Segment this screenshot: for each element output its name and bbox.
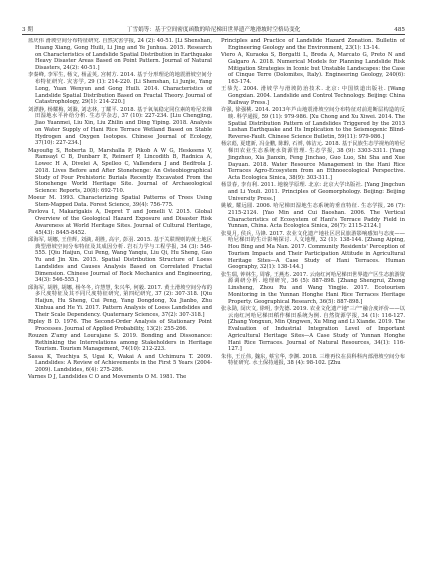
reference-entry: 许强, 徐强桃. 2014. 2013年芦山地震滑坡空间分布特征对前进断层构造的反映. 科学通报, 59 (11): 979-986. [Xu Chong and Xu Xiwei. 2014. The Spatial Distribution Pattern of Landslides Triggered by the 2013 Lushan Earthquake and Its Implication to the Seismogenic Blind-Reverse-Fault. Chinese Science Bulletin, 59(11): 979-986.] — [221, 107, 405, 140]
reference-entry: 邱海军, 胡娜, 王佳辉, 刘滴, 胡胜, 高宇, 彭羽. 2015. 基于关联规则的黄土地区典型滑坡空间分布特征及其成因分析. 岩石力学与工程学报, 34 (3): 546-555. [Qiu Haijun, Cui Peng, Wang Yanqiu, Liu Qi, Hu Sheng, Gao Yu and Jin Xin. 2015. Spatial Distribution Structure of Loess Landslides and Causes Analysis Based on Correlated Fractal Dimension. Chinese Journal of Rock Mechanics and Engineering, 34(3): 546-555.] — [28, 236, 212, 284]
references-column-left — [28, 38, 212, 558]
reference-entry: Ripley B D. 1976. The Second-Order Analysis of Stationary Point Processes. Journal of Applied Probability, 13(2): 255-266. — [28, 318, 212, 332]
reference-entry: 姚敏, 耀远圆. 2006. 哈尼梯田湿地生态系统的垂直特征. 生态学报, 26 (7): 2115-2124. [Yao Min and Cui Baoshan. 2006. The Vertical Characteristics of Ecosystem of Hani's Terrace Paddy Field in Yunnan, China. Acta Ecologica Sinica, 26(7): 2115-2124.] — [221, 203, 405, 230]
page-number: 485 — [394, 27, 405, 33]
reference-entry: 张生瑞, 钟林生, 周睿, 王燕杰. 2017. 云南红河哈尼梯田世界遗产区生态旅游资源调研分析. 地理研究, 36 (5): 887-898. [Zhang Shengrui, Zhong Linsheng, Zhou Ru and Wang Yingjie. 2017. Ecotourism Monitoring in the Yunnan Honghe Hani Rice Terraces Heritage Property. Geographical Research, 36(5): 887-898.] — [221, 271, 405, 305]
reference-entry: Rouzen Z'amy and Lourajane S. 2019. Bonding and Dissonance: Rethinking the Interrelations among Stakeholders in Heritage Tourism. Tourism Management, 74(10): 212-223. — [28, 332, 212, 353]
reference-entry: 邱海军, 胡胜, 胡娜, 杨冬冬, 许慧慧, 朱兴华, 何毅. 2017. 黄土滑坡空间分布的多尺度特征及其不同尺度特征研究, 第四纪研究, 37 (2): 307-318. [Qiu Haijun, Hu Sheng, Cui Peng, Yang Dongdong, Xu Jianbo, Zhu Xinhua and He Yi. 2017. Pattern Analysis of Loess Landslides and Their Scale Dependency. Quaternary Sciences, 37(2): 307-318.] — [28, 284, 212, 318]
reference-entry: 朱伟, 王丘伟, 魏东, 蔡宝华, 李渊. 2018. 三维再仪在县科科内部滑坡空间分布特征研究. 水土保持通报, 38 (4): 98-102. [Zhu — [221, 353, 405, 367]
reference-entry: 杨景春, 李有利. 2011. 地貌学原理. 北京: 北京大学出版社. [Yang Jingchun and Li Youli. 2011. Principles of Geomorphology. Beijing: Beijing University Press.] — [221, 182, 405, 202]
reference-entry: Sassa K, Tsuchiya S, Ugai K, Wakai A and Uchimura T. 2009. Landslides: A Review of Achievements in the First 5 Years (2004-2009). Landslides, 6(4): 275-286. — [28, 353, 212, 373]
running-header — [22, 21, 405, 33]
header-divider — [22, 34, 405, 35]
reference-entry: 刘漂静, 杨耀梅, 刘滁, 刘志林, 丁耀平. 2018. 基于氧氧稳定同位素的哈尼农梯田湿地水平补给分析. 生态学杂志, 37 (10): 227-234. [Liu Chengjing, Jiao Yuanmei, Liu Xin, Liu Zhilin and Ding Yiping. 2018. Analysis on Water Supply of Hani Rice Terrace Wetland Based on Stable Hydrogen and Oxygen Isotopes. Chinese Journal of Ecology, 37(10): 227-234.] — [28, 106, 212, 147]
reference-entry: Pavlova I, Makarigakis A, Depret T and Jomelli V. 2015. Global Overview of the Geological Hazard Exposure and Disaster Risk Awareness at World Heritage Sites. Journal of Cultural Heritage, 45(43): 8445-8452. — [28, 209, 212, 236]
reference-entry: Mayoufig S, Roberta D, Marshalla P, Pikob A W G, Heskeens V, Ramsayl C B, Dunbarr E, Reimerf P, Lincodith B, Radnica A, Lowec H A, Divelei A, Spelleo C, Vallendera J and Bedfrola J. 2018. Lives Before and After Stonehenge: An Osteobiographical Study of Four Prehistoric Burials Recently Excavated From the Stonehenge World Heritage Site. Journal of Archaeological Science: Reports, 20(8): 692-710. — [28, 147, 212, 194]
issue-label: 3 期 — [22, 27, 33, 33]
reference-entry: 张永勋, 闵庆文, 徐明, 李先德. 2019. 农业文化遗产地"三产"融合度评价——以云南红河哈尼梯田稻作梯田系统为例. 自然资源学报, 34 (1): 116-127. [Zhang Yongxun, Min Qingwen, Xu Ming and Li Xiande. 2019. The Evaluation of Industrial Integration Level of Important Agricultural Heritage Sites—A Case Study of Yunnan Honghe Hani Rice Terraces. Journal of Natural Resources, 34(1): 116-127.] — [221, 305, 405, 353]
reference-entry: Moeur M. 1993. Characterizing Spatial Patterns of Trees Using Stem-Mapped Data. Forest Science, 39(4): 756-775. — [28, 195, 212, 208]
references-column-right — [221, 38, 405, 558]
reference-entry: 蓝庆伟 滑坡空间分布特征研究. 自然灾害学报, 24 (2): 40-51. [Li Shenshan, Huang Xiang, Gong Huili, Li Jing and Ye Junhua. 2015. Research on Characteristics of Landslide Spatial Distribution in Earthquake Heavy Disaster Areas Based on Point Pattern. Journal of Natural Disasters, 24(2): 40-51.] — [28, 38, 212, 71]
reference-entry: Principles and Practice of Landslide Hazard Zonation. Bulletin of Engineering Geology and the Environment, 23(1): 13-14. — [221, 38, 405, 51]
reference-entry: 张曼月, 侯兵, 马锋. 2017. 农业文化遗产地社区居民旅游影响感知与态度——哈尼梯田的生计影响探讨. 人文地理, 32 (1): 138-144. [Zhang Aiping, Hou Bing and Ma Nan. 2017. Community Residents' Perception of Tourism Impacts and Their Participation Attitude in Agricultural Heritage Sites—A Case Study of Hani Terraces. Human Geography, 32(1): 138-144.] — [221, 230, 405, 271]
running-title: 丁雪娟等：基于空间密度函数的哈尼梯田世界遗产地滑坡时空格局变化 — [126, 27, 301, 33]
reference-entry: Viero A, Kuraoka S, Borgatti L, Breda A, Marcato G, Preto N and Galgaro A. 2018. Numerical Models for Planning Landslide Risk Mitigation Strategies in Iconic but Unstable Landscapes: the Case of Cinque Terre (Dolomites, Italy). Engineering Geology, 240(6): 163-174. — [221, 52, 405, 85]
reference-entry: 杨宗彪, 夏建新, 冯金鹏, 陈醇, 石赟, 韩洁元. 2018. 基于民族生态学视角的哈尼梯田农业生态系统水资源管理. 生态学报, 38 (9): 3303-3311. [Yang Jingzhuo, Xia Jianxin, Feng Jinchao, Guo Luo, Shi Sha and Xue Dayuan. 2018. Water Resource Management in the Hani Rice Terraces Agro-Ecosystem from an Ethnoecological Perspective. Acta Ecologica Sinica, 38(9): 303-311.] — [221, 141, 405, 181]
reference-entry: 王恭先. 2004. 滑坡学与滑坡防治技术. 北京: 中国铁道出版社. [Wang Gongxian. 2004. Landslide and Control Technology. Beijing: China Railway Press.] — [221, 86, 405, 106]
reference-entry: Varnes D J, Landslides C O and Movements O M. 1981. The — [28, 374, 187, 381]
reference-entry: 李秦峰, 李军生, 杨文, 杨孟英, 宫树方. 2014. 基于分形理论的地震滑坡空间分布特征研究. 灾害学, 29 (1): 214-220. [Li Shenshan, Li Junjie, Yang Long, Yuan Wenyun and Gong Huili. 2014. Characteristics of Landslide Spatial Distribution Based on Fractal Theory. Journal of Catastrophology, 29(1): 214-220.] — [28, 72, 212, 106]
